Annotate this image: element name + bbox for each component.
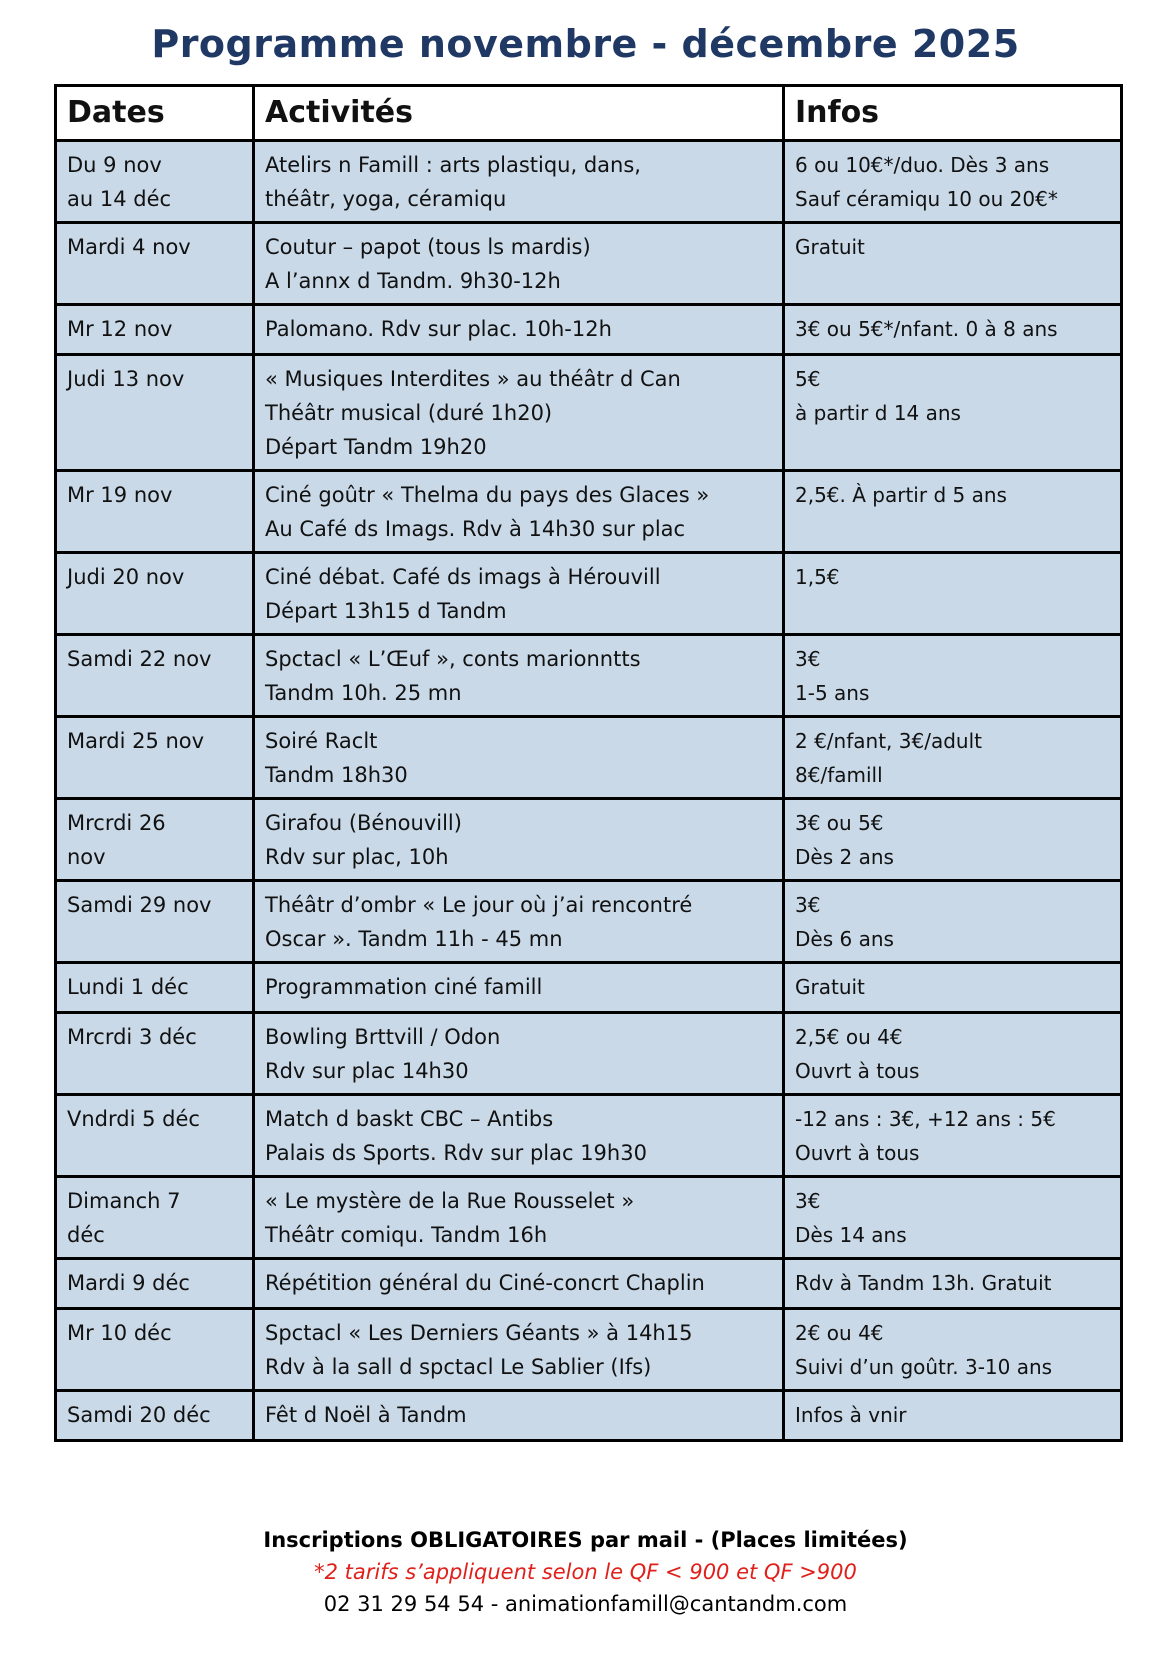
activity-cell-line: Coutur – papot (tous ls mardis) [265,235,591,259]
date-cell-line: Mardi 9 déc [67,1271,190,1295]
activity-cell [254,799,784,881]
activity-cell [254,355,784,471]
date-cell [56,717,254,799]
info-cell-line: Gratuit [795,975,865,999]
table-row [56,799,1122,881]
date-cell [56,141,254,223]
info-cell [784,1013,1122,1095]
info-cell [784,1391,1122,1441]
table-row [56,1013,1122,1095]
date-cell [56,1013,254,1095]
info-cell-line: Dès 2 ans [795,845,894,869]
activity-cell-line: « Le mystère de la Rue Rousselet » [265,1189,635,1213]
info-cell-line: 3€ [795,647,821,671]
date-cell [56,553,254,635]
activity-cell-line: Départ 13h15 d Tandm [265,599,507,623]
activity-cell-line: Départ Tandm 19h20 [265,435,487,459]
info-cell-line: 1,5€ [795,565,840,589]
table-row [56,305,1122,355]
table-row [56,223,1122,305]
activity-cell [254,1177,784,1259]
info-cell-line: 6 ou 10€*/duo. Dès 3 ans [795,153,1050,177]
info-cell [784,355,1122,471]
date-cell-line: Mrcrdi 26 [67,811,166,835]
info-cell [784,881,1122,963]
info-cell-line: Sauf céramiqu 10 ou 20€* [795,187,1058,211]
date-cell [56,471,254,553]
table-row [56,1177,1122,1259]
page-title: Programme novembre - décembre 2025 [151,22,1020,66]
schedule-table [54,84,1123,1442]
info-cell [784,1259,1122,1309]
info-cell [784,553,1122,635]
date-cell-line: Mrcrdi 3 déc [67,1025,197,1049]
info-cell-line: 3€ [795,1189,821,1213]
activity-cell-line: Fêt d Noël à Tandm [265,1403,467,1427]
info-cell [784,471,1122,553]
date-cell [56,635,254,717]
header-activities: Activités [254,86,784,141]
info-cell-line: 2€ ou 4€ [795,1321,884,1345]
table-row [56,1391,1122,1441]
table-row [56,881,1122,963]
activity-cell [254,963,784,1013]
info-cell-line: à partir d 14 ans [795,401,961,425]
activity-cell-line: Atelirs n Famill : arts plastiqu, dans, [265,153,641,177]
date-cell [56,305,254,355]
info-cell [784,1177,1122,1259]
info-cell-line: Dès 6 ans [795,927,894,951]
activity-cell-line: Ciné goûtr « Thelma du pays des Glaces » [265,483,710,507]
info-cell-line: 3€ [795,893,821,917]
activity-cell [254,1095,784,1177]
activity-cell-line: Tandm 10h. 25 mn [265,681,462,705]
activity-cell [254,141,784,223]
table-row [56,553,1122,635]
table-row [56,141,1122,223]
contact-line: 02 31 29 54 54 - animationfamill@cantandm.com [323,1592,848,1616]
date-cell-line: Vndrdi 5 déc [67,1107,200,1131]
info-cell [784,223,1122,305]
activity-cell [254,1391,784,1441]
activity-cell-line: Répétition général du Ciné-concrt Chaplin [265,1271,705,1295]
registration-note: Inscriptions OBLIGATOIRES par mail - (Places limitées) [263,1528,908,1552]
table-row [56,1095,1122,1177]
activity-cell-line: Soiré Raclt [265,729,378,753]
activity-cell-line: Théâtr musical (duré 1h20) [265,401,553,425]
activity-cell-line: Girafou (Bénouvill) [265,811,462,835]
activity-cell-line: Bowling Brttvill / Odon [265,1025,501,1049]
activity-cell [254,1013,784,1095]
date-cell [56,223,254,305]
info-cell-line: Infos à vnir [795,1403,907,1427]
date-cell [56,799,254,881]
activity-cell-line: Palais ds Sports. Rdv sur plac 19h30 [265,1141,647,1165]
table-row [56,717,1122,799]
activity-cell-line: Spctacl « Les Derniers Géants » à 14h15 [265,1321,693,1345]
activity-cell [254,305,784,355]
activity-cell [254,553,784,635]
table-row [56,1309,1122,1391]
info-cell [784,717,1122,799]
table-row [56,635,1122,717]
activity-cell-line: Ciné débat. Café ds imags à Hérouvill [265,565,661,589]
activity-cell-line: A l’annx d Tandm. 9h30-12h [265,269,561,293]
activity-cell-line: Théâtr d’ombr « Le jour où j’ai rencontré [265,893,693,917]
activity-cell-line: Oscar ». Tandm 11h - 45 mn [265,927,563,951]
activity-cell-line: Tandm 18h30 [265,763,408,787]
date-cell-line: Dimanch 7 [67,1189,181,1213]
info-cell [784,305,1122,355]
info-cell-line: 8€/famill [795,763,883,787]
date-cell-line: Samdi 29 nov [67,893,212,917]
date-cell-line: Judi 13 nov [67,367,185,391]
activity-cell-line: Programmation ciné famill [265,975,543,999]
info-cell-line: Ouvrt à tous [795,1141,920,1165]
info-cell-line: 1-5 ans [795,681,870,705]
activity-cell-line: Rdv à la sall d spctacl Le Sablier (Ifs) [265,1355,652,1379]
date-cell [56,1259,254,1309]
header-dates: Dates [56,86,254,141]
info-cell-line: 2,5€. À partir d 5 ans [795,483,1007,507]
table-row [56,963,1122,1013]
activity-cell [254,635,784,717]
date-cell-line: Mr 19 nov [67,483,173,507]
info-cell [784,799,1122,881]
date-cell [56,1177,254,1259]
info-cell [784,1309,1122,1391]
date-cell [56,963,254,1013]
date-cell [56,355,254,471]
date-cell-line: Mr 10 déc [67,1321,172,1345]
activity-cell-line: Palomano. Rdv sur plac. 10h-12h [265,317,612,341]
info-cell-line: 2 €/nfant, 3€/adult [795,729,982,753]
date-cell-line: Lundi 1 déc [67,975,189,999]
date-cell-line: déc [67,1223,105,1247]
table-row [56,471,1122,553]
date-cell-line: Samdi 20 déc [67,1403,211,1427]
info-cell-line: Rdv à Tandm 13h. Gratuit [795,1271,1052,1295]
activity-cell-line: Au Café ds Imags. Rdv à 14h30 sur plac [265,517,686,541]
activity-cell [254,1259,784,1309]
activity-cell-line: Spctacl « L’Œuf », conts marionntts [265,647,641,671]
date-cell [56,1309,254,1391]
date-cell-line: Du 9 nov [67,153,162,177]
info-cell [784,1095,1122,1177]
info-cell [784,635,1122,717]
table-row [56,1259,1122,1309]
activity-cell [254,1309,784,1391]
activity-cell-line: « Musiques Interdites » au théâtr d Can [265,367,681,391]
activity-cell-line: Match d baskt CBC – Antibs [265,1107,554,1131]
date-cell-line: au 14 déc [67,187,172,211]
activity-cell-line: Théâtr comiqu. Tandm 16h [265,1223,548,1247]
date-cell [56,1391,254,1441]
date-cell [56,881,254,963]
activity-cell-line: théâtr, yoga, céramiqu [265,187,507,211]
activity-cell-line: Rdv sur plac, 10h [265,845,449,869]
info-cell-line: Dès 14 ans [795,1223,907,1247]
info-cell-line: -12 ans : 3€, +12 ans : 5€ [795,1107,1056,1131]
info-cell-line: Suivi d’un goûtr. 3-10 ans [795,1355,1053,1379]
info-cell-line: 3€ ou 5€*/nfant. 0 à 8 ans [795,317,1058,341]
activity-cell [254,717,784,799]
date-cell-line: nov [67,845,106,869]
activity-cell-line: Rdv sur plac 14h30 [265,1059,469,1083]
info-cell-line: Gratuit [795,235,865,259]
date-cell-line: Mardi 25 nov [67,729,205,753]
header-infos: Infos [784,86,1122,141]
pricing-note: *2 tarifs s’appliquent selon le QF < 900 et QF >900 [314,1560,857,1584]
info-cell-line: 3€ ou 5€ [795,811,884,835]
info-cell-line: 2,5€ ou 4€ [795,1025,903,1049]
date-cell-line: Judi 20 nov [67,565,185,589]
activity-cell [254,471,784,553]
info-cell-line: Ouvrt à tous [795,1059,920,1083]
info-cell [784,963,1122,1013]
activity-cell [254,881,784,963]
date-cell-line: Samdi 22 nov [67,647,212,671]
date-cell-line: Mr 12 nov [67,317,173,341]
date-cell [56,1095,254,1177]
info-cell [784,141,1122,223]
info-cell-line: 5€ [795,367,821,391]
table-row [56,355,1122,471]
date-cell-line: Mardi 4 nov [67,235,191,259]
table-header-row [56,86,1122,141]
activity-cell [254,223,784,305]
